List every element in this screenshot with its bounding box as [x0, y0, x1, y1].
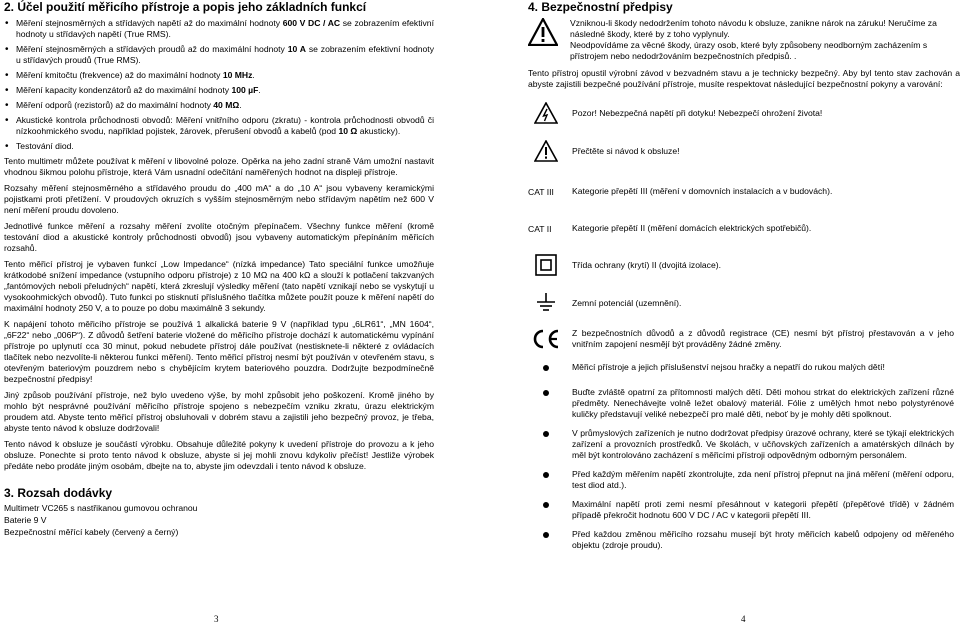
bullet-row — [528, 428, 960, 461]
feature-item: • Měření stejnosměrných a střídavých proudů až do maximální hodnoty 10 A se zobrazením efektivní hodnoty u střídavých proudů (True RMS). — [4, 44, 434, 66]
bullet-text: V průmyslových zařízeních je nutno dodržovat předpisy úrazové ochrany, které se týkají elektrických zařízení a provozních prostředků. Ve školách, v učňovských zařízeních a amatérských dílnách by měl být kontrolováno zacházení s měřicími přístroji odpovědným odborným personálem. — [572, 428, 954, 460]
feature-item: • Akustické kontrola průchodnosti obvodů: Měření vnitřního odporu (zkratu) - kontrola průchodnosti obvodů či nízkoohmického svodu, například pojistek, žárovek, přerušení obvodů a kabelů (pod 10 Ω akusticky). — [4, 115, 434, 137]
symbol-row — [528, 186, 960, 197]
symbol-row — [528, 254, 960, 276]
bullet-icon — [528, 499, 564, 508]
bullet-row — [528, 469, 960, 491]
bullet-text: Měřicí přístroje a jejich příslušenství nejsou hračky a nepatří do rukou malých dětí! — [572, 362, 885, 372]
symbol-text: Přečtěte si návod k obsluze! — [572, 145, 680, 156]
cat-ii-label: CAT II — [528, 223, 552, 234]
bullet-text: Maximální napětí proti zemi nesmí přesáhnout v kategorii přepětí (přepěťové třídě) v žádném případě překročit hodnotu 600 V DC / AC v kategorii přepětí III. — [572, 499, 954, 520]
ce-mark-icon — [528, 329, 564, 349]
delivery-item: Multimetr VC265 s nastřikanou gumovou ochranou — [4, 503, 198, 513]
symbol-text: Z bezpečnostních důvodů a z důvodů registrace (CE) nesmí být přístroj přestavován a v jeho vnitřním zapojení nesmějí být prováděny žádné změny. — [572, 328, 954, 349]
bullet-row — [528, 362, 960, 373]
bullet-row — [528, 499, 960, 521]
feature-item: • Měření kapacity kondenzátorů až do maximální hodnoty 100 µF. — [4, 85, 434, 96]
section-3-title: 3. Rozsah dodávky — [4, 486, 113, 500]
feature-item: • Měření kmitočtu (frekvence) až do maximální hodnoty 10 MHz. — [4, 70, 434, 81]
bullet-text: Buďte zvláště opatrní za přítomnosti malých dětí. Děti mohou strkat do elektrických zařízení různé předměty. Nenechávejte volně ležet obalový materiál. Fólie z umělých hmot nebo polystyrénové kuličky představují veliké nebezpečí pro malé děti, neboť by je mohly děti spolknout. — [572, 387, 954, 419]
delivery-item: Bezpečnostní měřící kabely (červený a černý) — [4, 527, 179, 537]
bullet-row — [528, 387, 960, 420]
symbol-row — [528, 223, 960, 234]
symbol-text: Kategorie přepětí II (měření domácích elektrických spotřebičů). — [572, 223, 812, 233]
warranty-warning — [528, 18, 960, 62]
bullet-icon — [528, 365, 564, 371]
bullet-row — [528, 529, 960, 551]
symbol-row — [528, 328, 960, 350]
left-page — [4, 0, 434, 538]
bullet-icon — [528, 387, 564, 396]
feature-list — [4, 18, 434, 152]
symbol-text: Pozor! Nebezpečná napětí při dotyku! Nebezpečí ohrožení života! — [572, 107, 823, 118]
feature-item: • Měření odporů (rezistorů) až do maximální hodnoty 40 MΩ. — [4, 100, 434, 111]
paragraph: Jiný způsob používání přístroje, než bylo uvedeno výše, by mohl způsobit jeho poškození. Kromě jiného by mohlo být nesprávné používání měřicího přístroje spojeno s nebezpečím vzniku zkratu, úrazu elektrickým proudem atd. Abyste tento měřicí přístroj obsluhovali v dobrém stavu a zajistili jeho bezpečný provoz, je třeba, abyste tento návod k obsluze dodržovali! — [4, 390, 434, 433]
delivery-item: Baterie 9 V — [4, 515, 47, 525]
page-number: 3 — [214, 614, 219, 624]
warning-triangle-icon — [528, 18, 558, 51]
section-4-title: 4. Bezpečnostní předpisy — [528, 0, 673, 14]
intro-paragraph: Tento přístroj opustil výrobní závod v bezvadném stavu a je technicky bezpečný. Aby byl tento stav zachován a abyste zajistili bezpečné používání přístroje, musíte respektovat následující bezpečnostní pokyny a varování: — [528, 68, 960, 89]
ground-icon — [528, 292, 564, 314]
symbol-text: Třída ochrany (krytí) II (dvojitá izolace). — [572, 259, 722, 270]
symbol-row — [528, 292, 960, 314]
hazard-voltage-icon — [528, 102, 564, 124]
warning-line: Neodpovídáme za věcné škody, úrazy osob, které byly způsobeny neodborným zacházením s přístrojem nebo nedodržováním bezpečnostních předpisů. . — [570, 40, 928, 61]
warning-line: Vzniknou-li škody nedodržením tohoto návodu k obsluze, zanikne nárok na záruku! Neručíme za následné škody, které by z toho vyplynuly. — [570, 18, 937, 39]
paragraph: Tento měřicí přístroj je vybaven funkcí „Low Impedance“ (nízká impedance) Tato speciální funkce umožňuje krátkodobé snížení impedance (vstupního odporu přístroje) z 10 MΩ na 400 kΩ a slouží k potlačení takzvaných „fantómových neboli přeludných“ napětí, která zkreslují výsledky měření (tato napětí vznikají nebo se vyskytují u vysokoohmických obvodů). Tuto funkci po stisknutí příslušného tlačítka můžete použít pouze k měření napětí do maximální hodnoty 250 V, a to pouze po dobu maximálně 3 sekundy. — [4, 259, 434, 313]
page-number: 4 — [741, 614, 746, 624]
symbol-text: Kategorie přepětí III (měření v domovních instalacích a v budovách). — [572, 186, 833, 196]
paragraph: Tento multimetr můžete používat k měření v libovolné poloze. Opěrka na jeho zadní straně Vám umožní nastavit vhodnou šikmou polohu přístroje, která Vám usnadní odečítání naměřených hodnot na displeji přístroje. — [4, 156, 434, 177]
symbol-row — [528, 140, 960, 162]
double-insulation-icon — [528, 254, 564, 276]
paragraph: Jednotlivé funkce měření a rozsahy měření zvolíte otočným přepínačem. Všechny funkce měření (kromě testování diod a akustické kontroly průchodnosti obvodů) jsou vybaveny automatickým přepínáním měřicích rozsahů. — [4, 221, 434, 253]
paragraph: K napájení tohoto měřicího přístroje se používá 1 alkalická baterie 9 V (například typu „6LR61“, „MN 1604“, „6F22“ nebo „006P“). Z důvodů šetření baterie vložené do měřicího přístroje dochází k automatickému vypínání přístroje po uplynutí cca 30 minut, pokud nebudete přístroj dále používat (nestisknete-li některé z ovládacích tlačítek nebo nezvolíte-li některou funkci měření). Tento měřicí přístroj nesmí být používán v otevřeném stavu, s otevřeným bateriovým pouzdrem nebo s chybějícím krytem bateriového pouzdra. Dodržujte bezpodmínečně bezpečnostní předpisy! — [4, 319, 434, 384]
bullet-text: Před každou změnou měřicího rozsahu musejí být hroty měřicích kabelů odpojeny od měřeného objektu (zdroje proudu). — [572, 529, 954, 550]
manual-warning-icon — [528, 140, 564, 162]
symbol-row — [528, 102, 960, 124]
right-page — [528, 0, 960, 551]
section-2-title: 2. Účel použití měřicího přístroje a popis jeho základních funkcí — [4, 0, 367, 14]
feature-item: • Testování diod. — [4, 141, 434, 152]
bullet-icon — [528, 469, 564, 478]
feature-item: • Měření stejnosměrných a střídavých napětí až do maximální hodnoty 600 V DC / AC se zobrazením efektivní hodnoty u střídavých napětí (True RMS). — [4, 18, 434, 40]
bullet-text: Před každým měřením napětí zkontrolujte, zda není přístroj přepnut na jiná měření (měření odporu, test diod atd.). — [572, 469, 954, 490]
paragraph: Tento návod k obsluze je součástí výrobku. Obsahuje důležité pokyny k uvedení přístroje do provozu a k jeho obsluze. Ponechte si proto tento návod k obsluze, abyste si jej mohli znovu kdykoliv přečíst! Jestliže výrobek předáte nebo prodáte jiným osobám, dbejte na to, abyste jim odevzdali i tento návod k obsluze. — [4, 439, 434, 471]
paragraph: Rozsahy měření stejnosměrného a střídavého proudu do „400 mA“ a do „10 A“ jsou vybaveny keramickými pojistkami proti přetížení. V proudových okruzích s vyšším stejnosměrným nebo střídavým napětím než 600 V není měření proudu dovoleno. — [4, 183, 434, 215]
bullet-icon — [528, 428, 564, 437]
symbol-text: Zemní potenciál (uzemnění). — [572, 297, 682, 308]
cat-iii-label: CAT III — [528, 186, 554, 197]
bullet-icon — [528, 529, 564, 538]
